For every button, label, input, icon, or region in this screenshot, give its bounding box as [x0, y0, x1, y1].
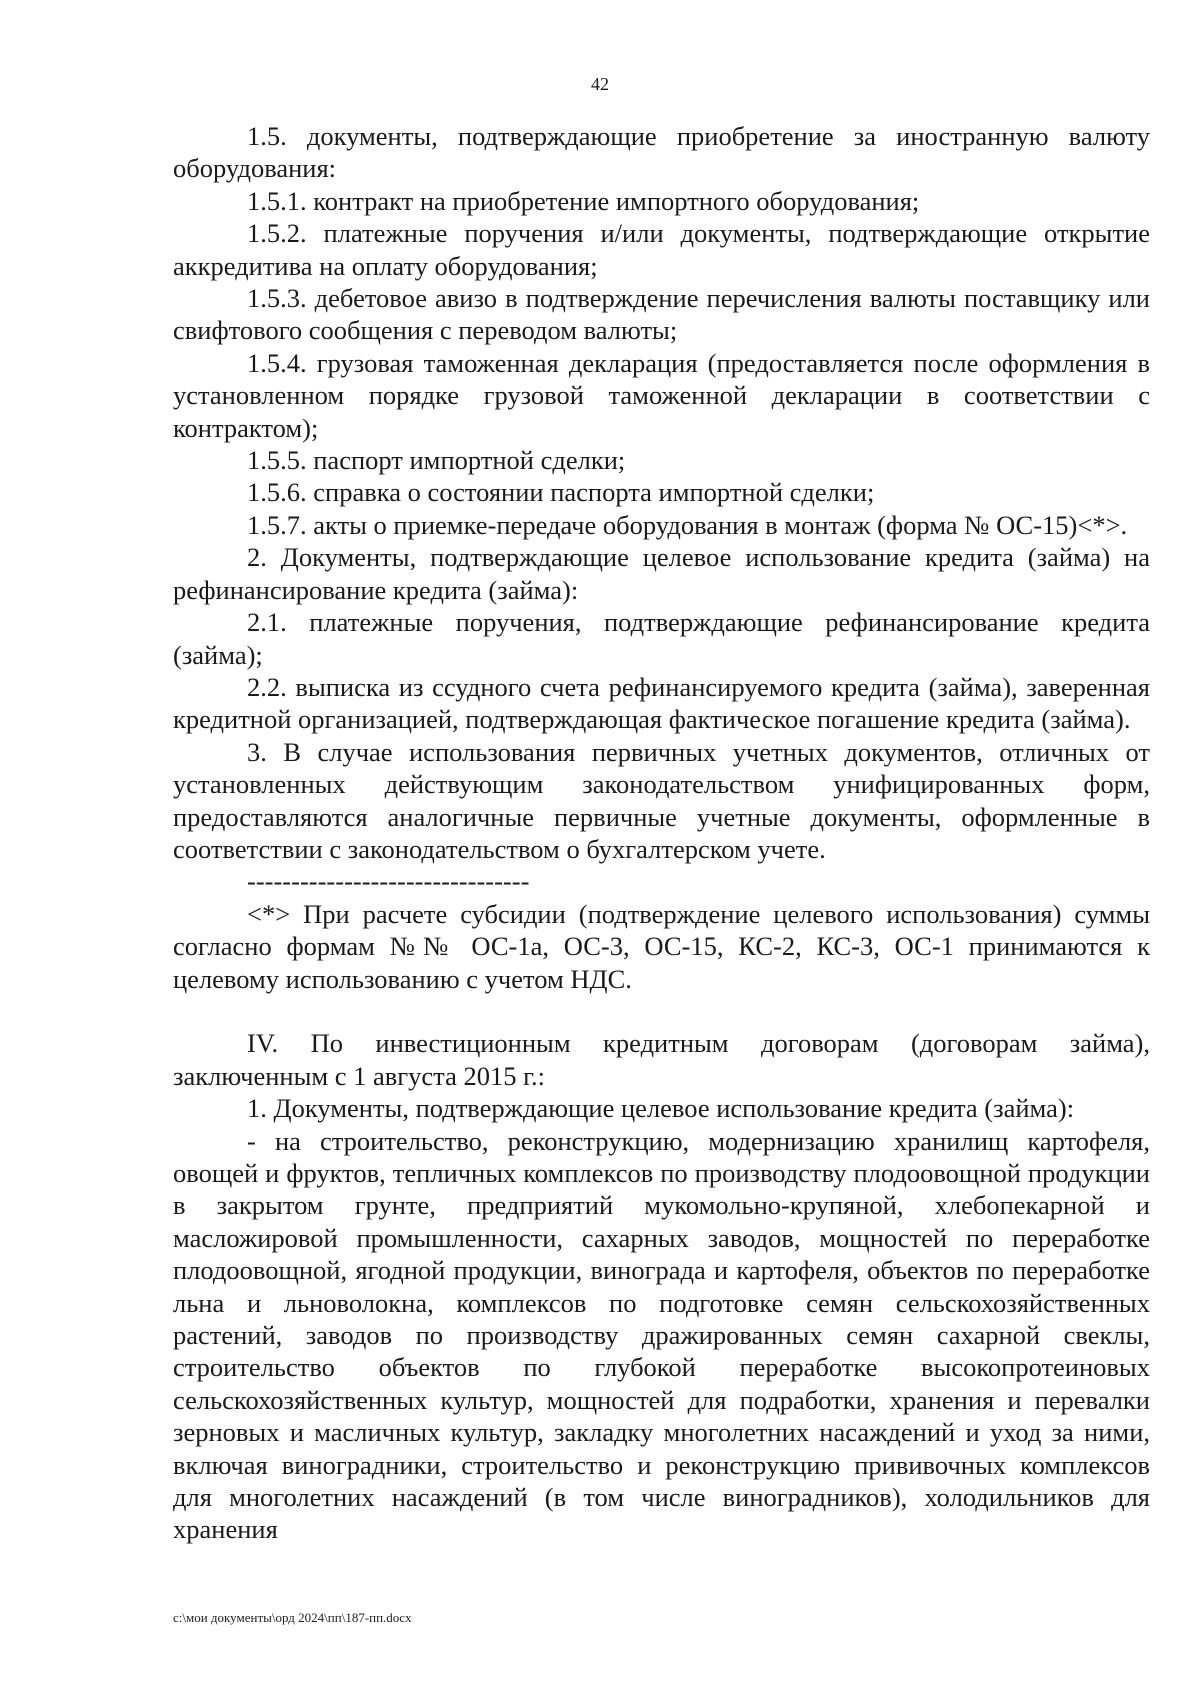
footer-file-path: c:\мои документы\орд 2024\пп\187-пп.docx — [173, 1610, 412, 1625]
page-number: 42 — [591, 74, 609, 94]
paragraph-1-5-2: 1.5.2. платежные поручения и/или документы, подтверждающие открытие аккредитива на оплату оборудования; — [173, 218, 1150, 281]
paragraph-2-2: 2.2. выписка из ссудного счета рефинансируемого кредита (займа), заверенная кредитной организацией, подтверждающая фактическое погашение кредита (займа). — [173, 671, 1150, 735]
paragraph-1-5-5: 1.5.5. паспорт импортной сделки; — [247, 445, 626, 476]
paragraph-2: 2. Документы, подтверждающие целевое использование кредита (займа) на рефинансирование кредита (займа): — [173, 542, 1150, 605]
paragraph-3: 3. В случае использования первичных учетных документов, отличных от установленных действующим законодательством унифицированных форм, предоставляются аналогичные первичные учетные документы, оформленные в соответствии с законодательством о бухгалтерском учете. — [173, 736, 1150, 864]
paragraph-1-5-4: 1.5.4. грузовая таможенная декларация (предоставляется после оформления в установленном порядке грузовой таможенной декларации в соответствии с контрактом); — [173, 347, 1150, 443]
footnote-text: <*> При расчете субсидии (подтверждение целевого использования) суммы согласно формам №№ ОС-1а, ОС-3, ОС-15, КС-2, КС-3, ОС-1 принимаются к целевому использованию с учетом НДС. — [173, 898, 1150, 994]
paragraph-1-5-6: 1.5.6. справка о состоянии паспорта импортной сделки; — [247, 477, 875, 508]
section-spacer — [173, 995, 1150, 1027]
paragraph-1-5-3: 1.5.3. дебетовое авизо в подтверждение перечисления валюты поставщику или свифтового сообщения с переводом валюты; — [173, 283, 1150, 346]
section-4-bullet-1: - на строительство, реконструкцию, модернизацию хранилищ картофеля, овощей и фруктов, тепличных комплексов по производству плодоовощной продукции в закрытом грунте, предприятий мукомольно-крупяной, хлебопекарной и масложировой промышленности, сахарных заводов, мощностей по переработке плодоовощной, ягодной продукции, винограда и картофеля, объектов по переработке льна и льноволокна, комплексов по подготовке семян сельскохозяйственных растений, заводов по производству дражированных семян сахарной свеклы, строительство объектов по глубокой переработке высокопротеиновых сельскохозяйственных культур, мощностей для подработки, хранения и перевалки зерновых и масличных культур, закладку многолетних насаждений и уход за ними, включая виноградники, строительство и реконструкцию прививочных комплексов для многолетних насаждений (в том числе виноградников), холодильников для хранения — [173, 1125, 1150, 1545]
paragraph-2-1: 2.1. платежные поручения, подтверждающие рефинансирование кредита (займа); — [173, 607, 1150, 670]
paragraph-1-5-1: 1.5.1. контракт на приобретение импортного оборудования; — [247, 185, 920, 216]
section-4-heading: IV. По инвестиционным кредитным договорам (договорам займа), заключенным с 1 августа 2015 г.: — [173, 1028, 1150, 1091]
footnote-separator: -------------------------------- — [247, 866, 530, 897]
paragraph-1-5-7: 1.5.7. акты о приемке-передаче оборудования в монтаж (форма № ОС-15)<*>. — [247, 509, 1128, 540]
paragraph-1-5: 1.5. документы, подтверждающие приобретение за иностранную валюту оборудования: — [173, 121, 1150, 184]
document-body — [173, 120, 1150, 1546]
section-4-item-1: 1. Документы, подтверждающие целевое использование кредита (займа): — [247, 1093, 1075, 1124]
